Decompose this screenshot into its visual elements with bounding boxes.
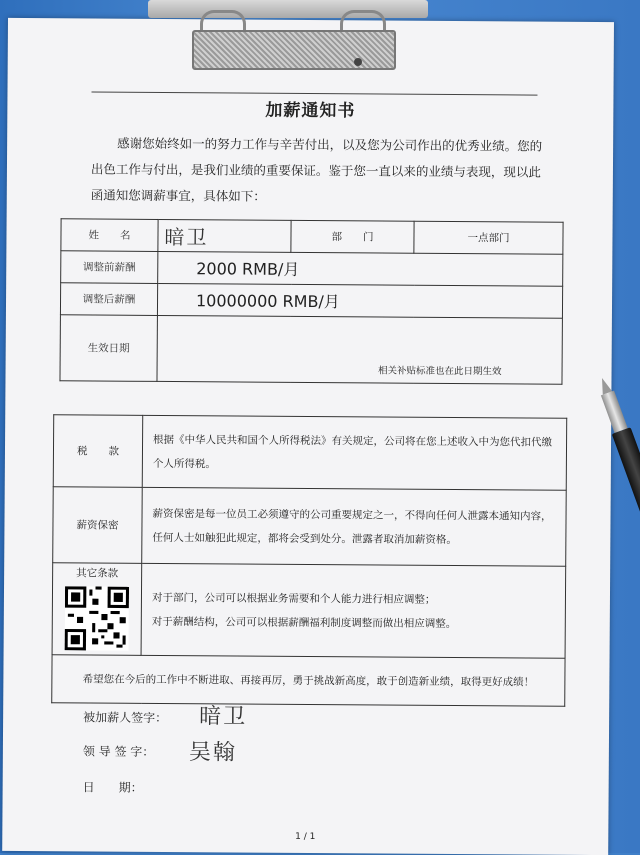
name-label: 姓 名 [61,219,158,252]
closing-text: 希望您在今后的工作中不断进取、再接再厉，勇于挑战新高度，敢于创造新业绩，取得更好成绩！ [52,655,565,707]
name-value: 暗卫 [158,219,291,252]
before-salary-label: 调整前薪酬 [61,251,158,284]
other-terms-line-2: 对于薪酬结构，公司可以根据薪酬福利制度调整而做出相应调整。 [151,615,457,630]
dept-label: 部 门 [291,220,414,253]
employee-sign-label: 被加薪人签字： [83,710,168,726]
employee-signature: 暗卫 [199,704,248,730]
page-number: 1 / 1 [295,831,316,843]
intro-line-1: 感谢您始终如一的努力工作与辛苦付出，以及您为公司作出的优秀业绩。您的 [117,135,543,154]
document-page [2,18,614,855]
date-label: 日 期： [82,780,143,795]
clip-top-plate [148,0,428,18]
intro-line-2: 出色工作与付出，是我们业绩的重要保证。鉴于您一直以来的业绩与表现，现以此 [90,161,542,180]
other-terms-label: 其它条款 [76,566,119,580]
intro-paragraph [91,130,552,211]
tax-label: 税 款 [53,415,143,488]
dept-value: 一点部门 [414,221,563,254]
after-salary-value: 10000000 RMB/月 [157,283,562,318]
leader-signature: 吴翰 [188,740,237,766]
secrecy-text: 薪资保密是每一位员工必须遵守的公司重要规定之一，不得向任何人泄露本通知内容，任何人士如触犯此规定，都将会受到处分。泄露者取消加薪资格。 [142,487,567,566]
leader-sign-label: 领 导 签 字： [82,744,155,759]
terms-table [51,414,567,707]
secrecy-label: 薪资保密 [53,487,143,564]
other-terms-line-1: 对于部门，公司可以根据业务需要和个人能力进行相应调整； [151,591,436,606]
clip-lever [192,30,396,70]
effective-date-label: 生效日期 [60,315,157,382]
qr-code-icon [65,586,129,650]
other-terms-text [141,563,566,658]
clip-rivet [354,58,362,66]
binder-clip [140,0,440,70]
intro-line-3: 函通知您调薪事宜，具体如下： [90,187,266,204]
before-salary-value: 2000 RMB/月 [158,251,563,286]
tax-text: 根据《中华人民共和国个人所得税法》有关规定，公司将在您上述收入中为您代扣代缴个人所得税。 [142,415,566,490]
document-title: 加薪通知书 [265,100,356,122]
effective-note: 相关补贴标准也在此日期生效 [157,315,562,384]
salary-info-table [59,218,563,385]
other-terms-cell [52,563,142,656]
after-salary-label: 调整后薪酬 [60,283,157,316]
